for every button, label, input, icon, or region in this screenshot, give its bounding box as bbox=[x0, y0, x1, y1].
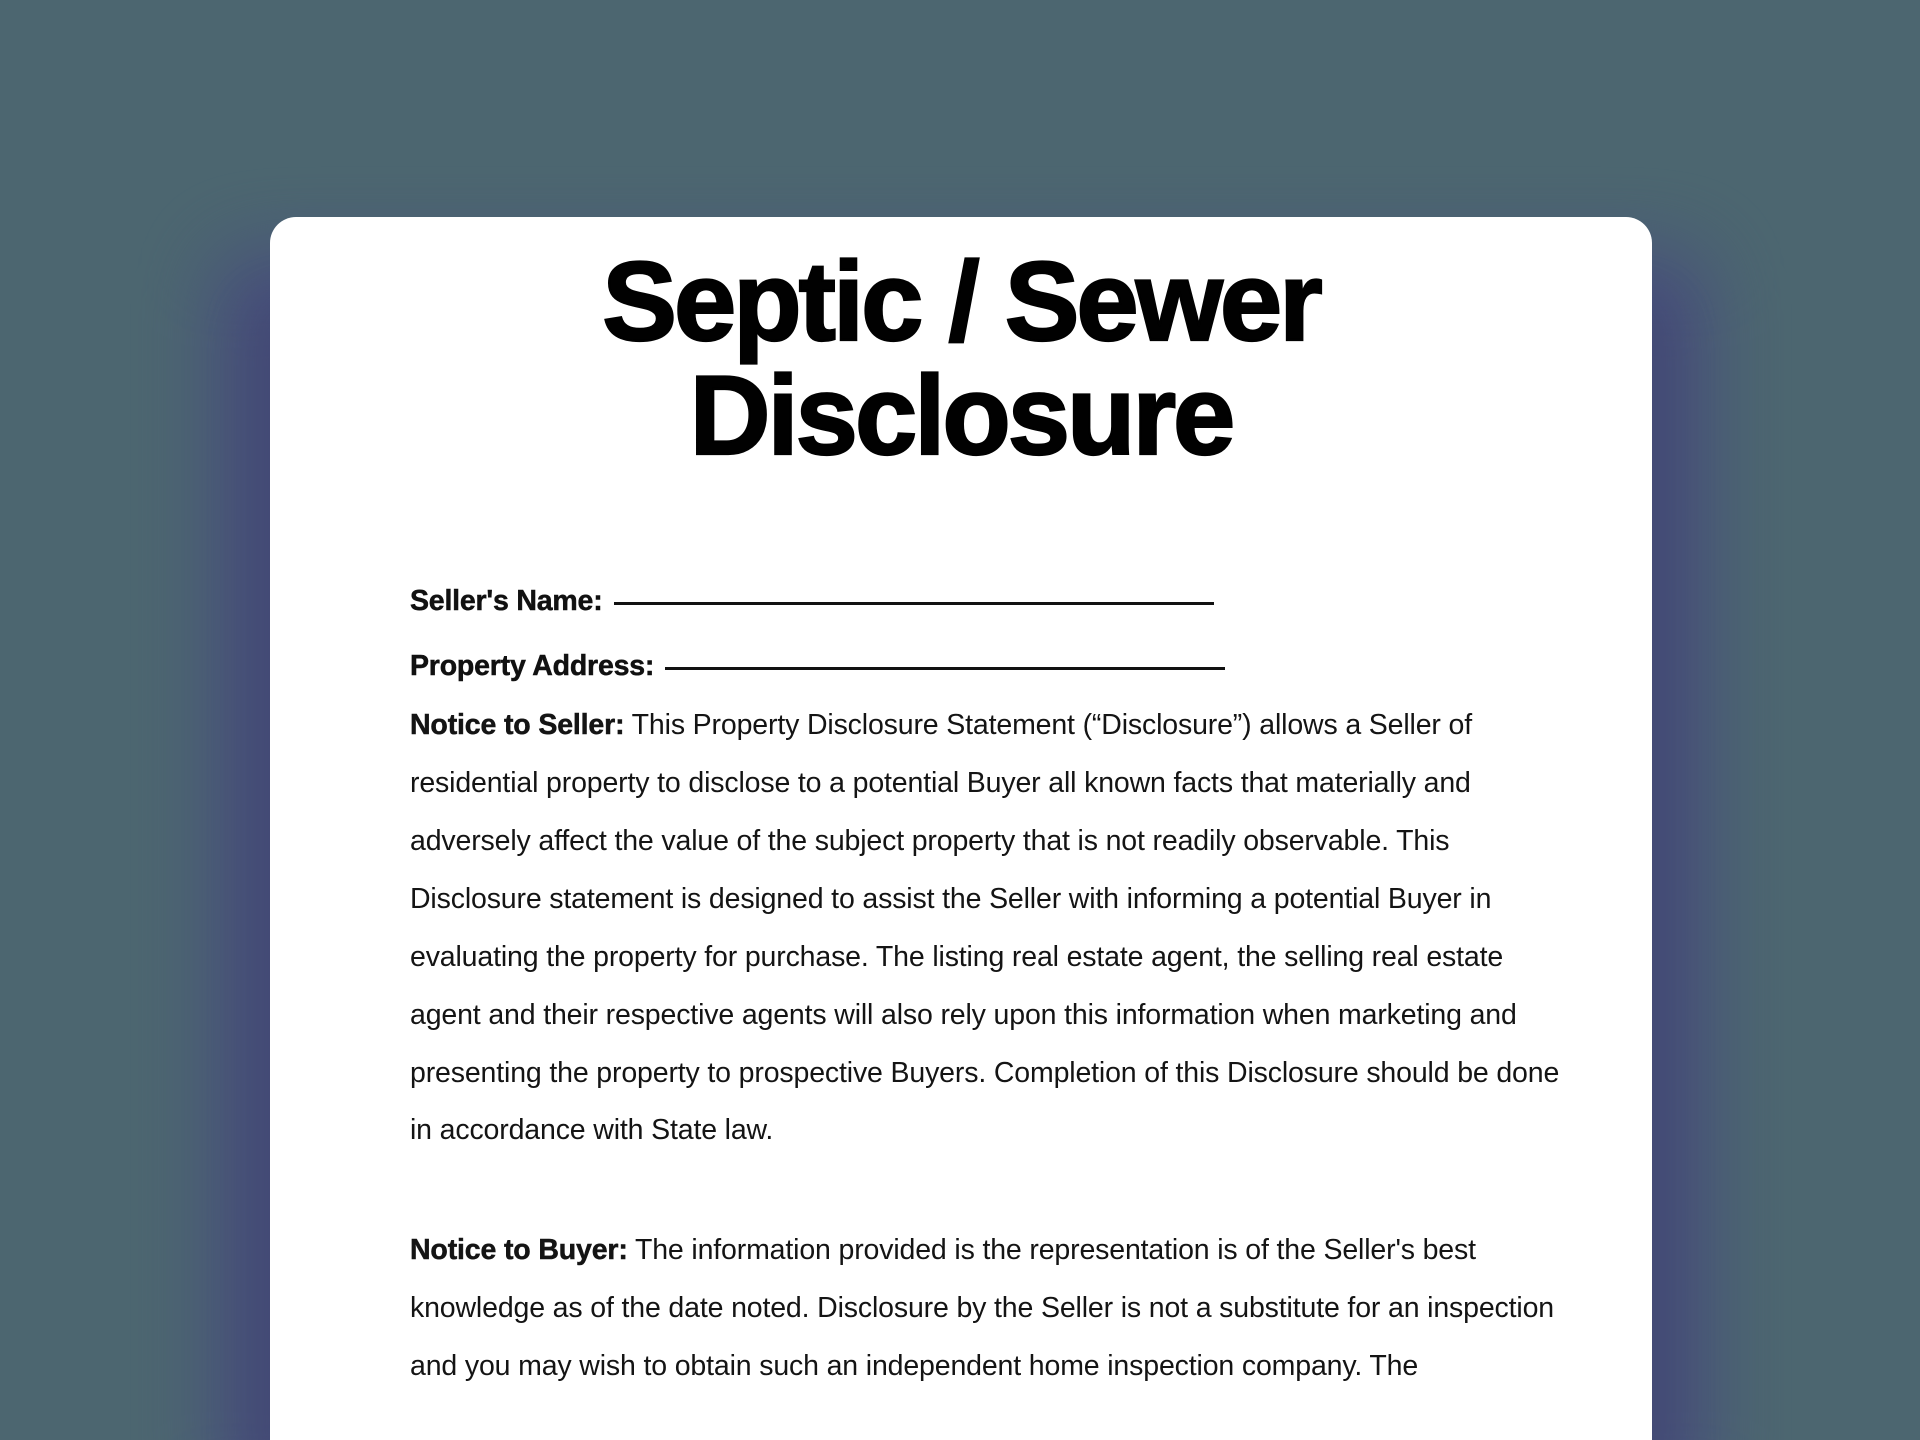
paragraph-body-notice-to-buyer: The information provided is the representation is of the Seller's best knowledge as of the date noted. Disclosure by the Seller is not a substitute for an inspection and you may wish to obtain such an independent home inspection company. The bbox=[410, 1234, 1555, 1382]
field-label-sellers-name: Seller's Name: bbox=[410, 585, 603, 618]
paragraph-body-notice-to-seller: This Property Disclosure Statement (“Disclosure”) allows a Seller of residential property to disclose to a potential Buyer all known facts that materially and adversely affect the value of the subject property that is not readily observable. This Disclosure statement is designed to assist the Seller with informing a potential Buyer in evaluating the property for purchase. The listing real estate agent, the selling real estate agent and their respective agents will also rely upon this information when marketing and presenting the property to prospective Buyers. Completion of this Disclosure should be done in accordance with State law. bbox=[410, 709, 1560, 1147]
field-label-property-address: Property Address: bbox=[410, 650, 655, 683]
field-row-sellers-name bbox=[410, 585, 1588, 618]
field-input-property-address[interactable] bbox=[665, 667, 1225, 670]
page-title: Septic / Sewer Disclosure bbox=[602, 239, 1320, 479]
field-input-sellers-name[interactable] bbox=[614, 602, 1214, 605]
paragraph-notice-to-buyer bbox=[410, 1222, 1560, 1396]
paragraph-notice-to-seller bbox=[410, 697, 1560, 1160]
paragraph-lead-notice-to-seller: Notice to Seller: bbox=[410, 709, 625, 742]
document-page bbox=[270, 217, 1652, 1440]
field-row-property-address bbox=[410, 650, 1588, 683]
paragraph-lead-notice-to-buyer: Notice to Buyer: bbox=[410, 1234, 628, 1267]
document-content bbox=[270, 217, 1652, 1440]
